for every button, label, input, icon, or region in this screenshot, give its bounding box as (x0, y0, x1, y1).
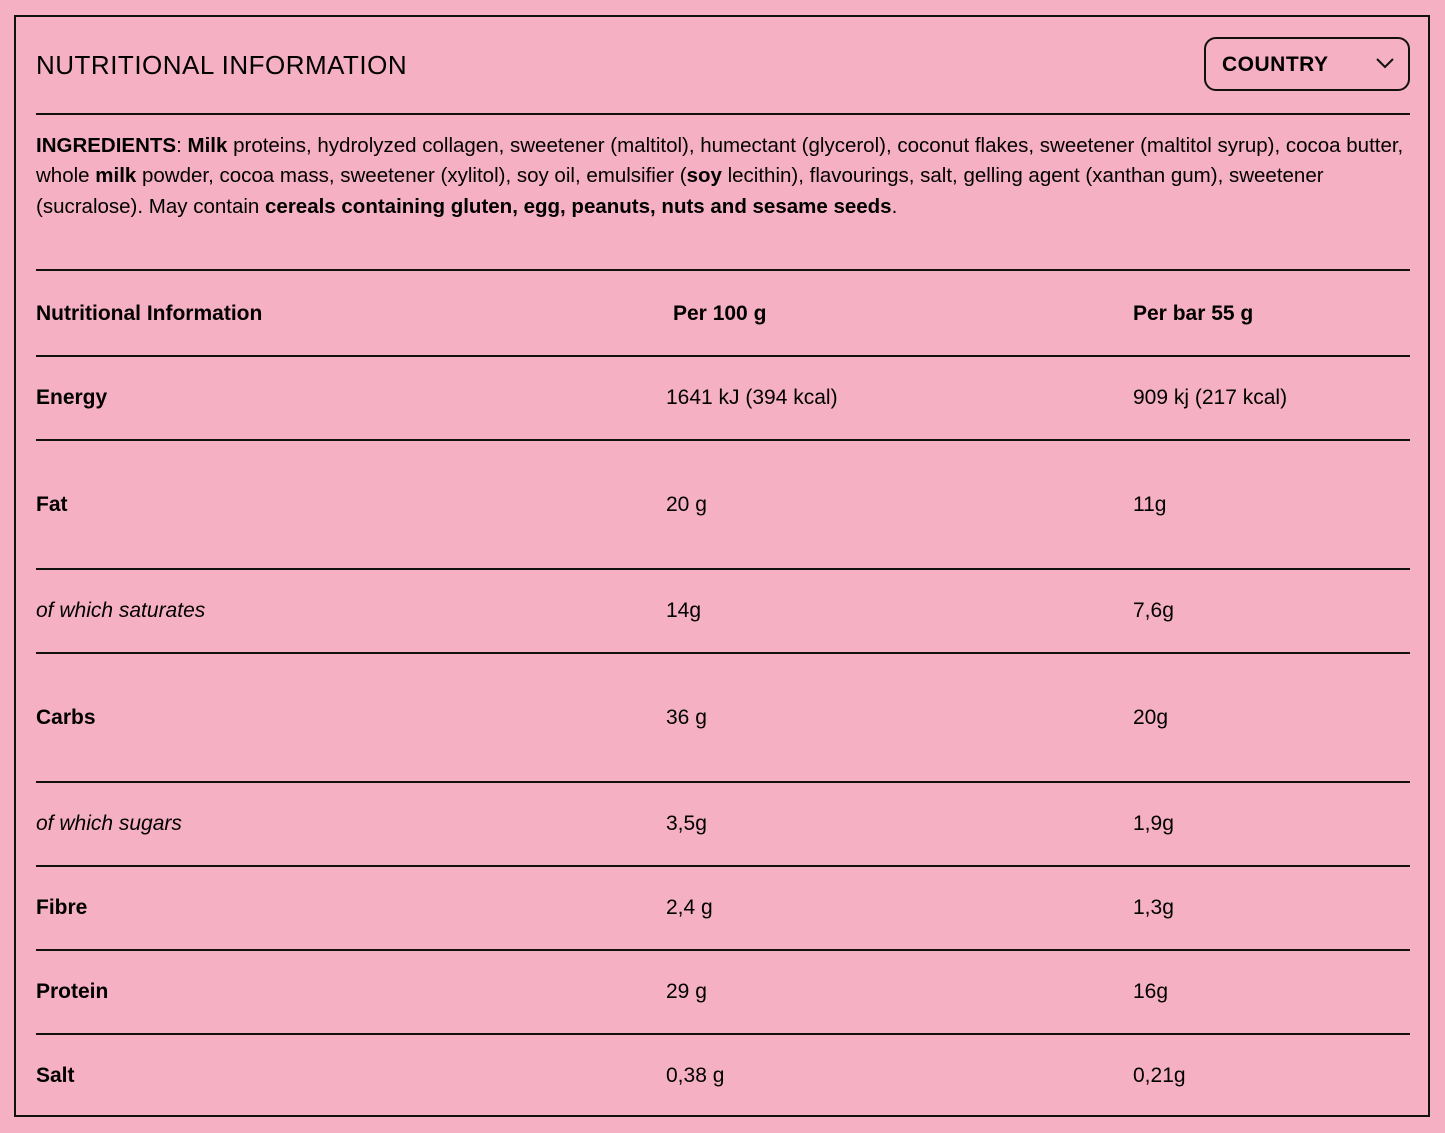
ingredients-separator: : (176, 134, 188, 157)
nutrient-name: Energy (36, 386, 108, 409)
per-bar-value: 0,21g (1133, 1064, 1186, 1087)
table-row (36, 357, 1410, 441)
per-100g-value: 2,4 g (666, 896, 713, 919)
column-header-per-bar: Per bar 55 g (1133, 302, 1254, 325)
per-bar-value: 909 kj (217 kcal) (1133, 386, 1288, 409)
nutrient-name: Carbs (36, 705, 96, 729)
table-row (36, 1035, 1410, 1117)
nutrient-name: of which saturates (36, 599, 206, 622)
table-row (36, 783, 1410, 867)
nutrition-header (36, 17, 1410, 115)
per-100g-value: 1641 kJ (394 kcal) (666, 386, 838, 409)
per-100g-value: 0,38 g (666, 1064, 725, 1087)
ingredient-allergen: soy (686, 164, 722, 188)
ingredient-text: . (891, 194, 898, 218)
table-row (36, 570, 1410, 654)
per-bar-value: 1,9g (1133, 812, 1174, 835)
table-row (36, 654, 1410, 783)
table-row (36, 441, 1410, 570)
table-row (36, 867, 1410, 951)
ingredient-allergen: cereals containing gluten, egg, peanuts, nuts and sesame seeds (265, 194, 892, 218)
chevron-down-icon (1376, 57, 1394, 69)
per-100g-value: 3,5g (666, 812, 707, 835)
ingredients-label: INGREDIENTS (36, 134, 177, 157)
ingredients-text (36, 113, 1410, 271)
ingredient-allergen: Milk (187, 134, 228, 157)
per-bar-value: 1,3g (1133, 896, 1174, 919)
table-header-row (36, 273, 1410, 357)
nutrient-name: Salt (36, 1064, 75, 1087)
ingredient-text: powder, cocoa mass, sweetener (xylitol), soy oil, emulsifier ( (136, 164, 687, 188)
per-100g-value: 29 g (666, 980, 707, 1003)
nutrient-name: Fibre (36, 896, 88, 919)
table-row (36, 951, 1410, 1035)
per-bar-value: 7,6g (1133, 599, 1174, 622)
nutrition-panel (14, 15, 1430, 1117)
nutrition-table (36, 273, 1410, 1117)
nutrient-name: Fat (36, 492, 68, 516)
per-bar-value: 11g (1133, 492, 1167, 516)
nutrient-name: of which sugars (36, 812, 182, 835)
per-bar-value: 16g (1133, 980, 1169, 1003)
ingredient-text: proteins, hydrolyzed collagen, sweetener (maltitol), humectant (glycerol), coconut flakes, sweetener (maltitol syrup), cocoa butter, whole (36, 134, 1404, 188)
per-bar-value: 20g (1133, 705, 1169, 729)
column-header-nutrient: Nutritional Information (36, 302, 263, 325)
page-title: NUTRITIONAL INFORMATION (36, 50, 408, 80)
per-100g-value: 36 g (666, 705, 707, 729)
country-select[interactable] (1204, 37, 1410, 91)
ingredient-text: lecithin), flavourings, salt, gelling agent (xanthan gum), sweetener (sucralose). May contain (36, 164, 1324, 218)
ingredient-allergen: milk (95, 164, 137, 188)
country-select-label: COUNTRY (1222, 53, 1329, 76)
per-100g-value: 20 g (666, 492, 707, 516)
nutrient-name: Protein (36, 980, 109, 1003)
column-header-per-100g: Per 100 g (673, 302, 767, 325)
per-100g-value: 14g (666, 599, 702, 622)
